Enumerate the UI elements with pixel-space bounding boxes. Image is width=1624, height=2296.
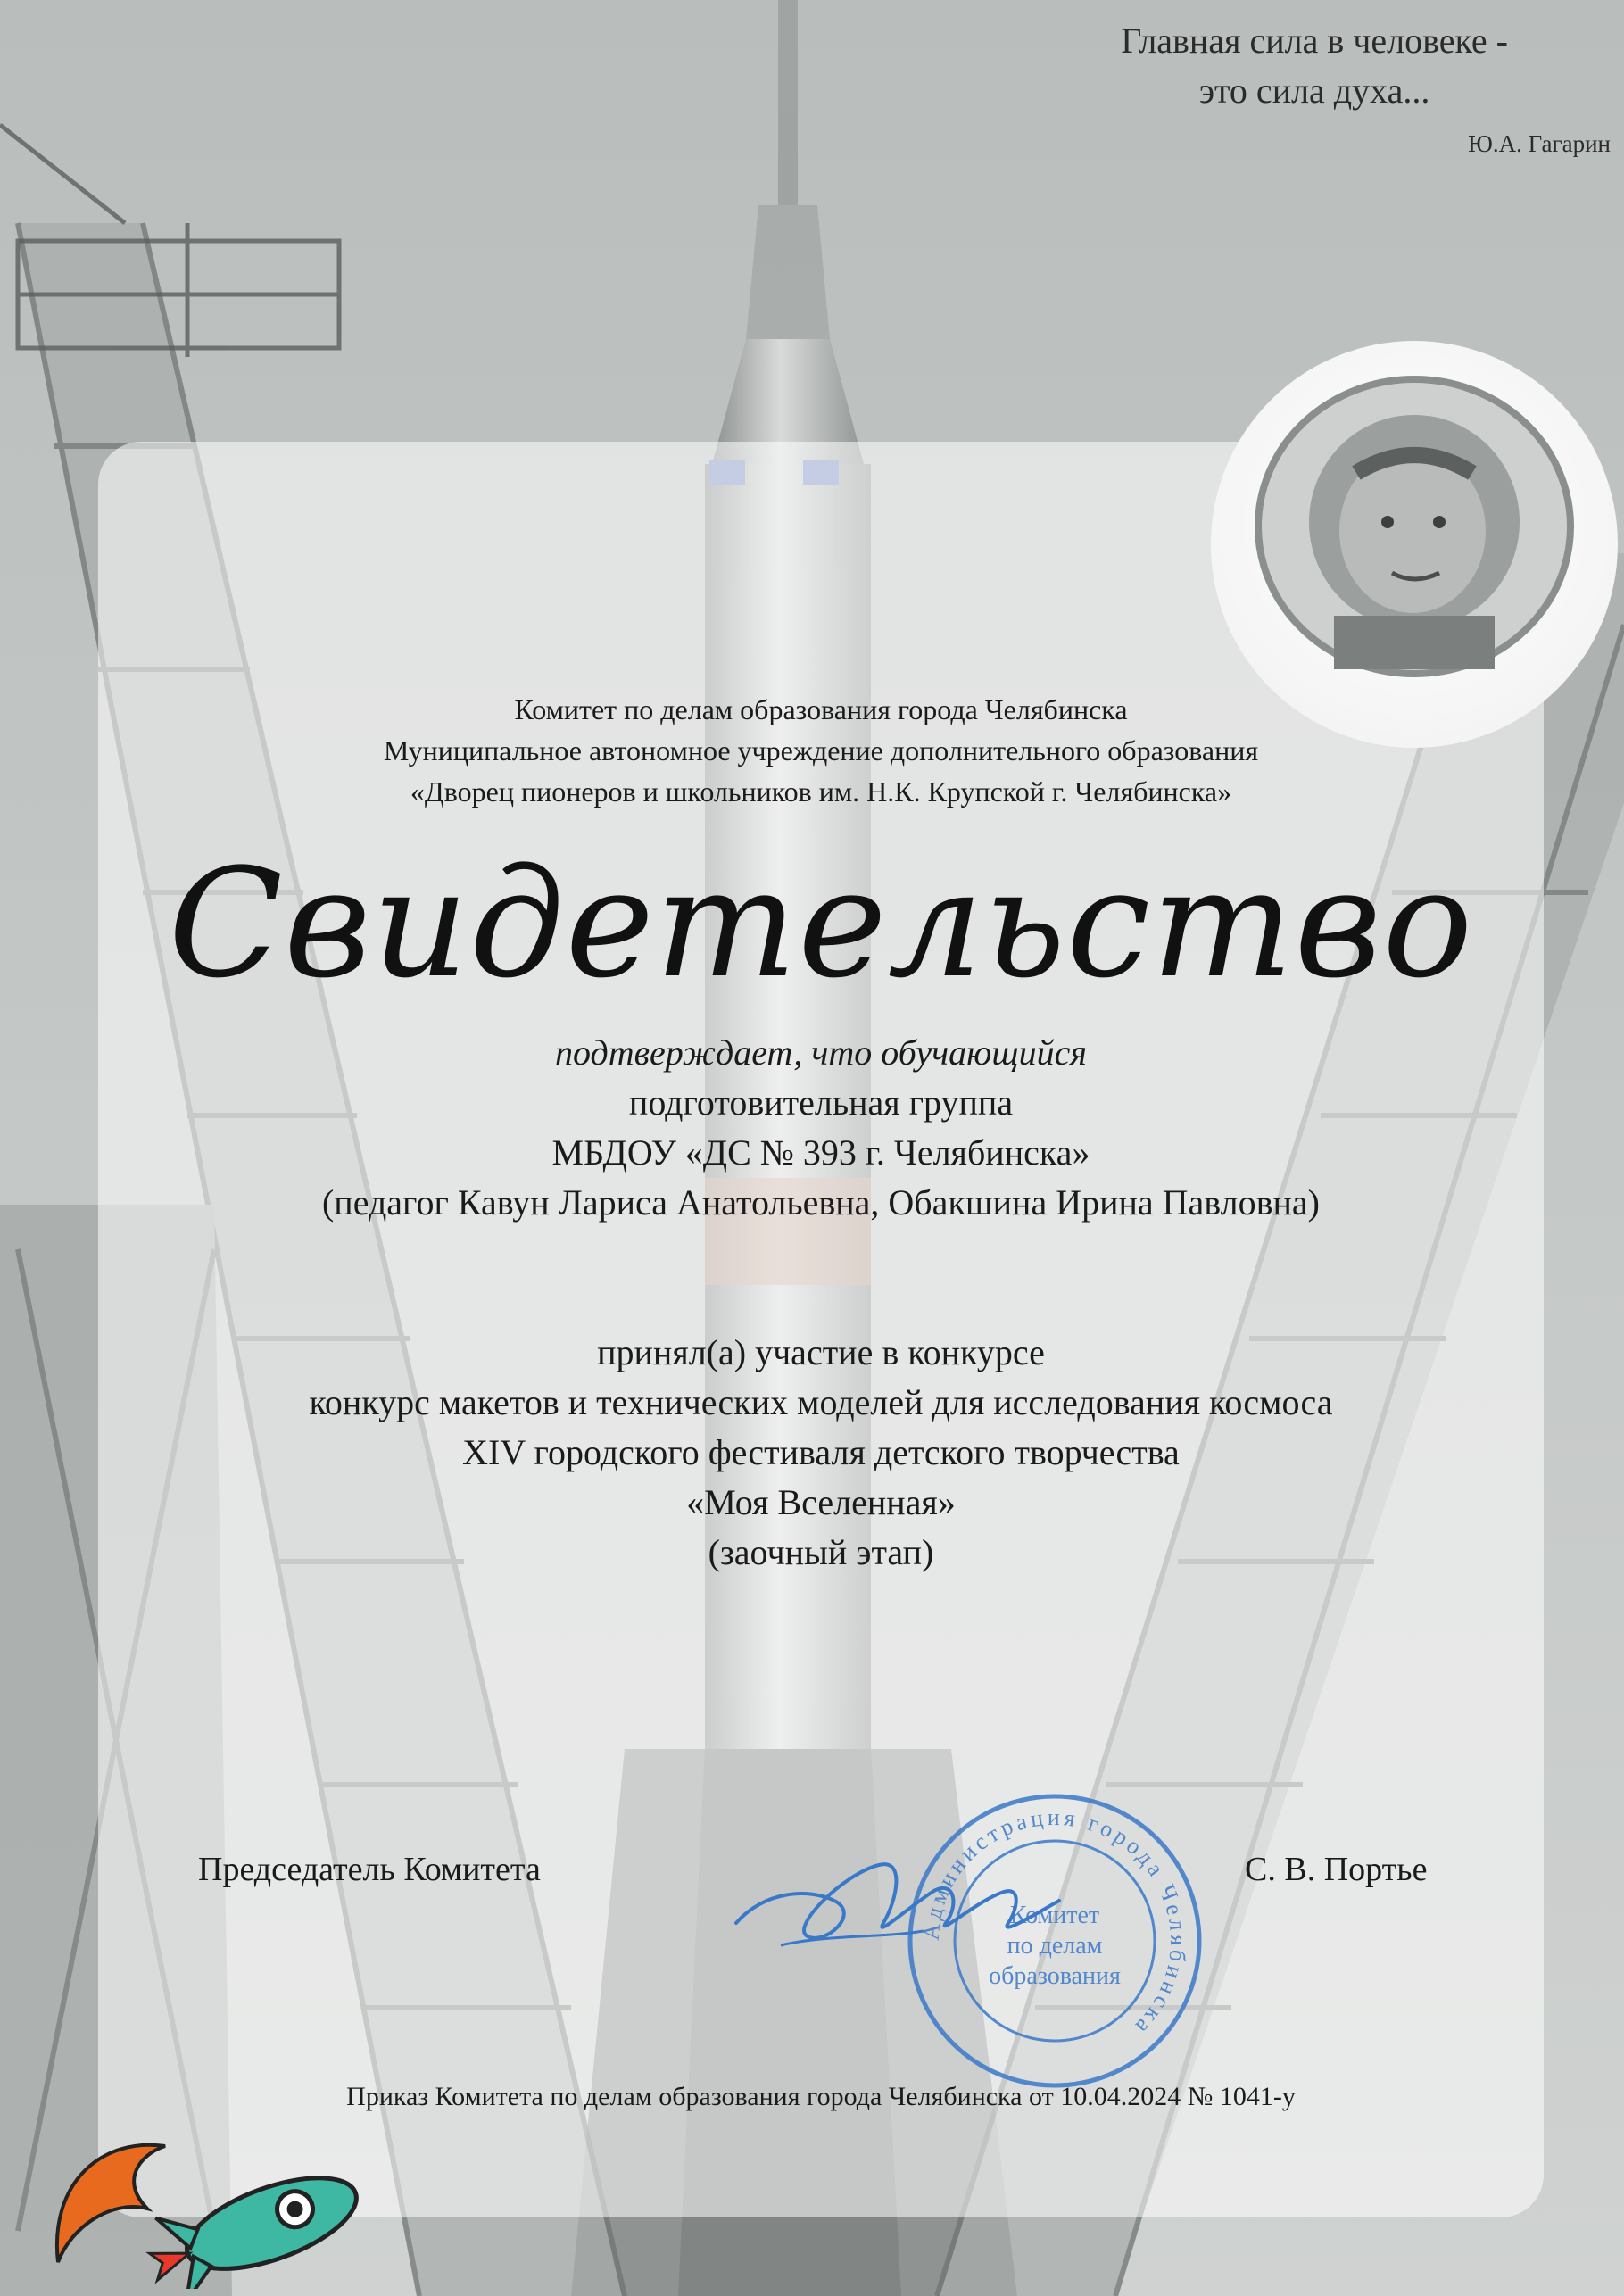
festival-name: XIV городского фестиваля детского творчества <box>462 1432 1180 1472</box>
org-line-1: Комитет по делам образования города Челябинска <box>514 693 1128 725</box>
participation-line: принял(а) участие в конкурсе <box>597 1332 1045 1372</box>
certificate-title: Свидетельство <box>168 836 1474 1011</box>
quote-line-1: Главная сила в человеке - <box>1121 21 1508 61</box>
org-line-3: «Дворец пионеров и школьников им. Н.К. Крупской г. Челябинска» <box>410 775 1232 808</box>
stamp-center-line-2: по делам <box>1007 1932 1103 1960</box>
recipient-intro: подтверждает, что обучающийся <box>555 1032 1087 1073</box>
recipient-group: подготовительная группа <box>628 1082 1014 1123</box>
quote-author: Ю.А. Гагарин <box>1468 130 1611 157</box>
recipient-block <box>98 1028 1544 1228</box>
rocket-logo-icon <box>31 2128 370 2289</box>
contest-name: конкурс макетов и технических моделей для исследования космоса <box>309 1382 1333 1422</box>
recipient-teachers: (педагог Кавун Лариса Анатольевна, Обакшина Ирина Павловна) <box>321 1182 1320 1223</box>
stamp-center-line-3: образования <box>989 1962 1121 1990</box>
org-line-2: Муниципальное автономное учреждение дополнительного образования <box>383 734 1259 767</box>
contest-stage: (заочный этап) <box>708 1532 934 1572</box>
recipient-institution: МБДОУ «ДС № 393 г. Челябинска» <box>551 1132 1090 1173</box>
signatory-position: Председатель Комитета <box>198 1851 541 1888</box>
festival-title: «Моя Вселенная» <box>686 1482 956 1522</box>
stamp-center-line-1: Комитет <box>1009 1902 1100 1929</box>
official-stamp <box>903 1789 1206 2093</box>
gagarin-quote <box>1121 16 1611 157</box>
astronaut-portrait <box>1209 339 1620 750</box>
signatory-name: С. В. Портье <box>1245 1851 1428 1888</box>
quote-line-2: это сила духа... <box>1198 70 1430 111</box>
participation-block <box>98 1328 1544 1578</box>
order-reference: Приказ Комитета по делам образования города Челябинска от 10.04.2024 № 1041-у <box>346 2082 1296 2111</box>
organization-header <box>98 689 1544 812</box>
stamp-ring-text: Администрация города Челябинска <box>917 1803 1192 2043</box>
